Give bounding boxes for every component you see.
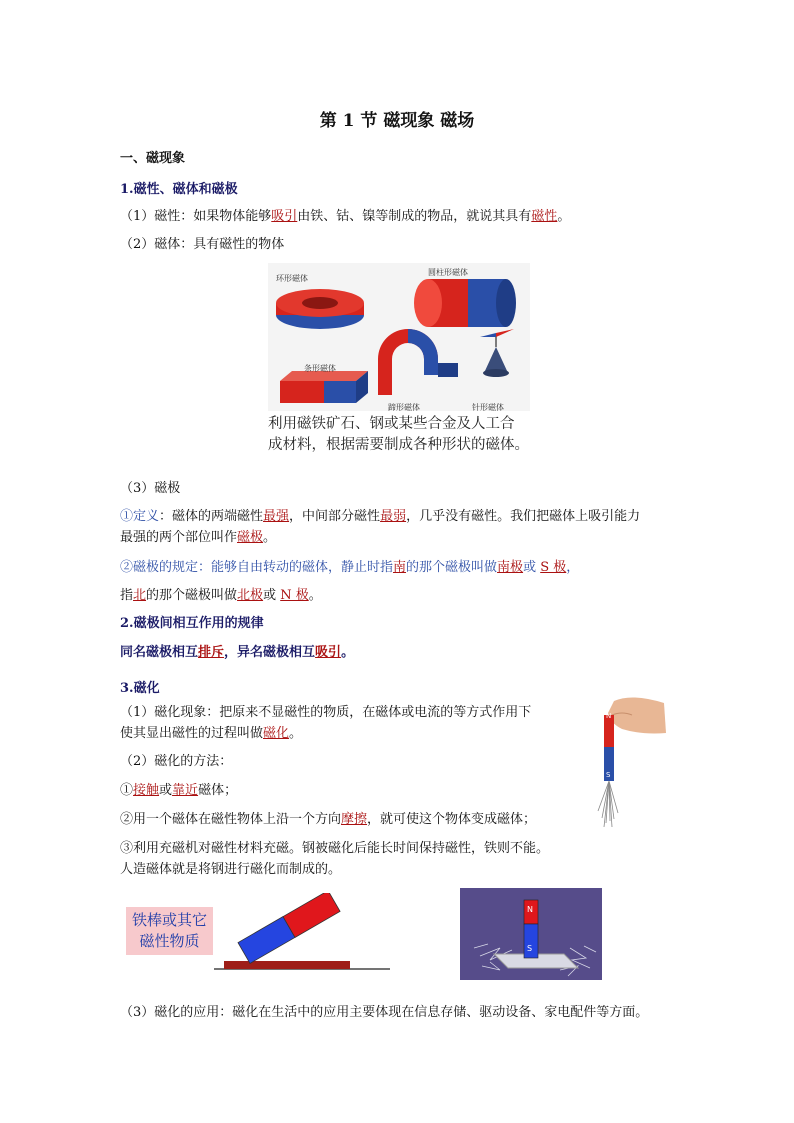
paragraph-poles: （3）磁极 — [120, 481, 181, 496]
magnetization-applications: （3）磁化的应用：磁化在生活中的应用主要体现在信息存储、驱动设备、家电配件等方面。 — [120, 1005, 649, 1020]
method-1: ①接触或靠近磁体； — [120, 783, 238, 798]
hand-magnet-n-label: N — [606, 712, 612, 720]
magnetizer-n-label: N — [527, 905, 533, 914]
definition-line2: 最强的两个部位叫作磁极。 — [120, 530, 277, 545]
hand-magnet-s-label: S — [606, 771, 611, 779]
hand-magnet-figure — [592, 693, 670, 833]
interaction-law: 同名磁极相互排斥，异名磁极相互吸引。 — [120, 645, 355, 660]
subsection-heading-1: 1.磁性、磁体和磁极 — [120, 182, 238, 197]
label-bar-magnet: 条形磁体 — [304, 364, 336, 373]
figure-caption-line1: 利用磁铁矿石、钢或某些合金及人工合 — [268, 416, 515, 432]
method-3-line2: 人造磁体就是将钢进行磁化而制成的。 — [120, 862, 342, 877]
method-2: ②用一个磁体在磁性物体上沿一个方向摩擦，就可使这个物体变成磁体； — [120, 812, 537, 827]
magnetization-def-line1: （1）磁化现象：把原来不显磁性的物质，在磁体或电流的等方式作用下 — [120, 705, 532, 720]
label-ring-magnet: 环形磁体 — [276, 274, 308, 283]
method-3-line1: ③利用充磁机对磁性材料充磁。钢被磁化后能长时间保持磁性，铁则不能。 — [120, 841, 550, 856]
magnet-shapes-figure — [268, 263, 530, 455]
paragraph-magnet: （2）磁体：具有磁性的物体 — [120, 237, 285, 252]
magnetizer-s-label: S — [527, 944, 533, 953]
label-horseshoe-magnet: 蹄形磁体 — [388, 403, 420, 412]
rule-line2: 指北的那个磁极叫做北极或 N 极。 — [120, 588, 322, 603]
magnetization-def-line2: 使其显出磁性的过程叫做磁化。 — [120, 726, 303, 741]
section-heading-1: 一、磁现象 — [120, 151, 186, 166]
hand-magnet-illustration — [592, 693, 670, 833]
label-needle-magnet: 针形磁体 — [472, 403, 504, 412]
magnetizer-illustration — [460, 888, 602, 980]
subsection-heading-2: 2.磁极间相互作用的规律 — [120, 616, 264, 631]
label-cylinder-magnet: 圆柱形磁体 — [428, 268, 468, 277]
iron-rod-label: 铁棒或其它 磁性物质 — [126, 907, 213, 955]
magnetization-methods: （2）磁化的方法： — [120, 754, 233, 769]
definition-line1: ①定义：磁体的两端磁性最强，中间部分磁性最弱，几乎没有磁性。我们把磁体上吸引能力 — [120, 509, 641, 524]
stroking-diagram — [126, 893, 392, 975]
rule-line1: ②磁极的规定：能够自由转动的磁体，静止时指南的那个磁极叫做南极或 S 极， — [120, 560, 580, 575]
page-title: 第 1 节 磁现象 磁场 — [319, 111, 475, 131]
paragraph-magnetism: （1）磁性：如果物体能够吸引由铁、钴、镍等制成的物品，就说其具有磁性。 — [120, 209, 571, 224]
subsection-heading-3: 3.磁化 — [120, 681, 160, 696]
figure-caption-line2: 成材料，根据需要制成各种形状的磁体。 — [268, 437, 529, 453]
magnetizer-diagram — [460, 888, 602, 980]
